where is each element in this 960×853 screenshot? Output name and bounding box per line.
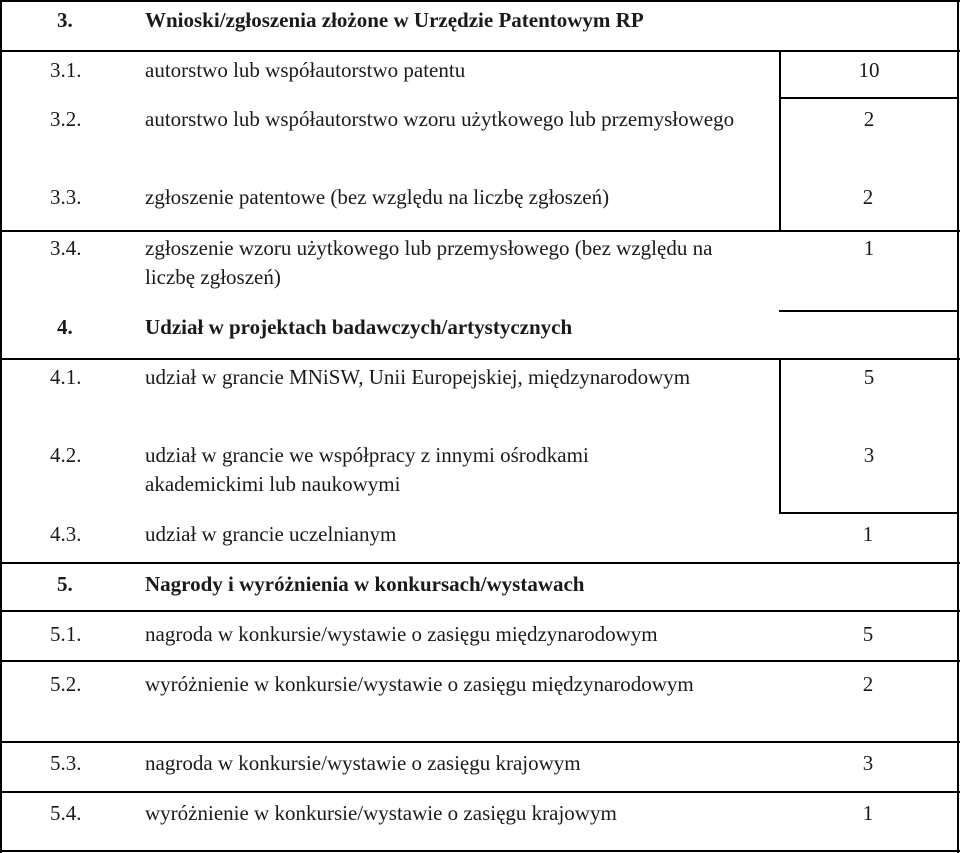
row-number: 3.4.: [50, 236, 82, 260]
table-border-left: [0, 0, 2, 853]
table-border-top: [0, 0, 960, 2]
row-number: 3.: [57, 8, 73, 32]
criterion-text: wyróżnienie w konkursie/wystawie o zasięgu krajowym: [145, 801, 617, 825]
points-value: 3: [862, 751, 874, 775]
row-number: 4.1.: [50, 365, 82, 389]
row-divider: [0, 358, 960, 360]
row-divider: [0, 741, 960, 743]
points-value: 1: [862, 801, 874, 825]
criterion-text: udział w grancie uczelnianym: [145, 522, 397, 546]
row-number: 3.3.: [50, 185, 82, 209]
row-number: 3.2.: [50, 107, 82, 131]
points-value: 1: [863, 236, 875, 260]
criterion-text: autorstwo lub współautorstwo patentu: [145, 58, 466, 82]
section-heading: Wnioski/zgłoszenia złożone w Urzędzie Patentowym RP: [145, 8, 644, 32]
criterion-text: nagroda w konkursie/wystawie o zasięgu międzynarodowym: [145, 622, 658, 646]
row-number: 4.3.: [50, 522, 82, 546]
row-divider: [0, 610, 960, 612]
row-divider: [0, 791, 960, 793]
section-heading: Udział w projektach badawczych/artystycznych: [145, 315, 573, 339]
points-value: 2: [862, 672, 874, 696]
criterion-text: udział w grancie we współpracy z innymi ośrodkami akademickimi lub naukowymi: [145, 443, 589, 496]
row-number: 5.: [57, 572, 73, 596]
points-value: 10: [858, 58, 880, 82]
row-divider: [0, 660, 960, 662]
row-divider: [0, 230, 960, 232]
row-number: 4.: [57, 315, 73, 339]
criterion-text: udział w grancie MNiSW, Unii Europejskiej, międzynarodowym: [145, 365, 691, 389]
row-divider: [779, 512, 959, 514]
points-value: 2: [862, 185, 874, 209]
criterion-text: autorstwo lub współautorstwo wzoru użytkowego lub przemysłowego: [145, 107, 735, 131]
criterion-text: nagroda w konkursie/wystawie o zasięgu krajowym: [145, 751, 581, 775]
table-border-right: [957, 0, 959, 853]
row-divider: [0, 562, 960, 564]
row-number: 5.4.: [50, 801, 82, 825]
row-divider: [0, 50, 960, 52]
row-number: 4.2.: [50, 443, 82, 467]
row-divider: [779, 97, 959, 99]
row-number: 5.2.: [50, 672, 82, 696]
points-value: 5: [863, 365, 875, 389]
points-value: 5: [862, 622, 874, 646]
row-number: 3.1.: [50, 58, 82, 82]
row-divider: [779, 310, 959, 312]
row-number: 5.3.: [50, 751, 82, 775]
criterion-text: zgłoszenie wzoru użytkowego lub przemysłowego (bez względu na liczbę zgłoszeń): [145, 236, 713, 289]
points-value: 3: [863, 443, 875, 467]
points-value: 2: [863, 107, 875, 131]
points-value: 1: [862, 522, 874, 546]
section-heading: Nagrody i wyróżnienia w konkursach/wystawach: [145, 572, 585, 596]
table-border-bottom: [0, 850, 960, 852]
criterion-text: zgłoszenie patentowe (bez względu na liczbę zgłoszeń): [145, 185, 610, 209]
row-number: 5.1.: [50, 622, 82, 646]
criterion-text: wyróżnienie w konkursie/wystawie o zasięgu międzynarodowym: [145, 672, 694, 696]
